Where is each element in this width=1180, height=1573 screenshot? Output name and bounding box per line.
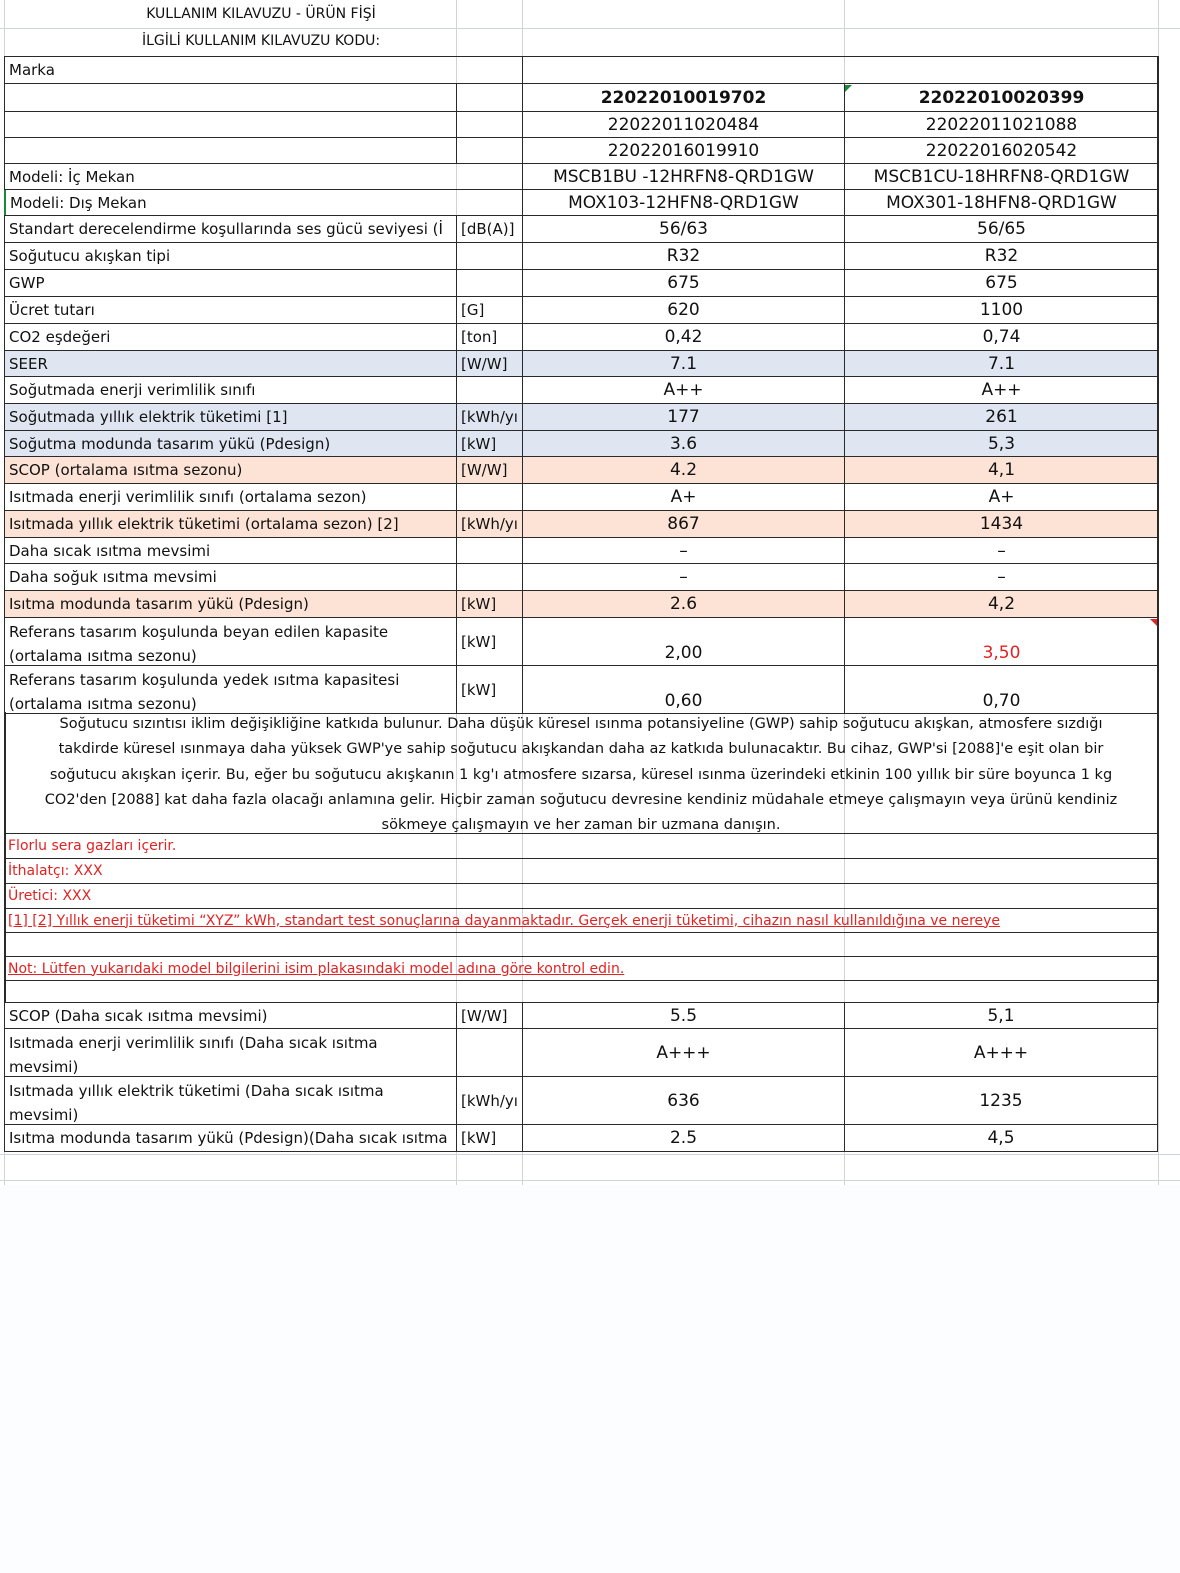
row-label: Daha soğuk ısıtma mevsimi bbox=[4, 564, 456, 590]
manual-code-label: İLGİLİ KULLANIM KILAVUZU KODU: bbox=[141, 33, 381, 49]
row-label-line: Referans tasarım koşulunda yedek ısıtma kapasitesi bbox=[9, 671, 400, 689]
value-2[interactable]: – bbox=[844, 538, 1158, 563]
value-2[interactable]: A++ bbox=[844, 377, 1158, 403]
spec-row bbox=[4, 666, 1158, 714]
value-2[interactable]: 0,70 bbox=[844, 666, 1158, 713]
row-label-line: (ortalama ısıtma sezonu) bbox=[9, 647, 197, 665]
row-label: Daha sıcak ısıtma mevsimi bbox=[4, 538, 456, 563]
row-unit bbox=[456, 484, 522, 510]
row-label bbox=[4, 1077, 456, 1124]
row-unit: [W/W] bbox=[456, 1003, 522, 1028]
row-unit: [dB(A)] bbox=[456, 216, 522, 242]
value-1[interactable]: 5.5 bbox=[522, 1003, 844, 1028]
row-label: GWP bbox=[4, 270, 456, 296]
value-2[interactable]: R32 bbox=[844, 243, 1158, 269]
value-2[interactable]: 5,3 bbox=[844, 431, 1158, 456]
spec-row bbox=[4, 564, 1158, 591]
row-label: Soğutucu akışkan tipi bbox=[4, 243, 456, 269]
paragraph-line: takdirde küresel ısınmaya daha yüksek GWP'ye sahip soğutucu akışkandan daha az katkıda bulunacaktır. Bu cihaz, GWP'si [2088]'e eşit olan bir bbox=[58, 741, 1104, 758]
row-unit: [W/W] bbox=[456, 457, 522, 483]
row-label: Ücret tutarı bbox=[4, 297, 456, 323]
code-1[interactable]: 22022016019910 bbox=[522, 138, 844, 163]
spec-row bbox=[4, 431, 1158, 457]
model-check-note bbox=[4, 957, 1158, 981]
empty-row bbox=[4, 981, 1158, 1003]
value-1[interactable]: 620 bbox=[522, 297, 844, 323]
value-2[interactable]: 0,74 bbox=[844, 324, 1158, 350]
row-unit: [W/W] bbox=[456, 351, 522, 376]
row-unit bbox=[456, 138, 522, 163]
code-row bbox=[4, 138, 1158, 164]
value-1[interactable]: MOX103-12HFN8-QRD1GW bbox=[522, 190, 844, 215]
brand-value[interactable] bbox=[522, 57, 1158, 83]
code-2[interactable]: 22022010020399 bbox=[844, 84, 1158, 111]
value-2[interactable]: 1434 bbox=[844, 511, 1158, 537]
value-2[interactable]: MOX301-18HFN8-QRD1GW bbox=[844, 190, 1158, 215]
code-row bbox=[4, 112, 1158, 138]
code-1[interactable]: 22022010019702 bbox=[522, 84, 844, 111]
value-1[interactable]: 0,60 bbox=[522, 666, 844, 713]
row-unit: [kW] bbox=[456, 431, 522, 456]
cell-indicator-icon bbox=[845, 85, 852, 92]
spec-row bbox=[4, 297, 1158, 324]
value-2[interactable]: 56/65 bbox=[844, 216, 1158, 242]
spec-row bbox=[4, 618, 1158, 666]
row-unit bbox=[456, 538, 522, 563]
row-label: Isıtma modunda tasarım yükü (Pdesign)(Daha sıcak ısıtma bbox=[4, 1125, 456, 1151]
row-unit bbox=[456, 270, 522, 296]
code-1[interactable]: 22022011020484 bbox=[522, 112, 844, 137]
row-unit: [kW] bbox=[456, 618, 522, 665]
spec-row bbox=[4, 216, 1158, 243]
sheet-title: KULLANIM KILAVUZU - ÜRÜN FİŞİ bbox=[146, 6, 376, 22]
row-label bbox=[4, 112, 456, 137]
row-unit: [kWh/yı bbox=[456, 511, 522, 537]
value-2[interactable]: A+++ bbox=[844, 1029, 1158, 1076]
code-2[interactable]: 22022016020542 bbox=[844, 138, 1158, 163]
spec-row bbox=[4, 164, 1158, 190]
value-2[interactable]: 4,5 bbox=[844, 1125, 1158, 1151]
row-label-line: mevsimi) bbox=[9, 1058, 79, 1076]
code-row bbox=[4, 84, 1158, 112]
row-unit bbox=[456, 243, 522, 269]
value-1[interactable]: 675 bbox=[522, 270, 844, 296]
spec-row bbox=[4, 351, 1158, 377]
row-label: SEER bbox=[4, 351, 456, 376]
value-1[interactable]: 867 bbox=[522, 511, 844, 537]
value-2[interactable]: 7.1 bbox=[844, 351, 1158, 376]
value-1[interactable]: 2.6 bbox=[522, 591, 844, 617]
row-unit: [kW] bbox=[456, 591, 522, 617]
row-unit: [kWh/yı bbox=[456, 1077, 522, 1124]
value-1[interactable]: A++ bbox=[522, 377, 844, 403]
row-unit bbox=[456, 564, 522, 590]
row-unit bbox=[456, 112, 522, 137]
row-label: Isıtmada yıllık elektrik tüketimi (ortalama sezon) [2] bbox=[4, 511, 456, 537]
value-1[interactable]: 7.1 bbox=[522, 351, 844, 376]
value-2[interactable]: A+ bbox=[844, 484, 1158, 510]
gridline bbox=[0, 1180, 1180, 1181]
value-1[interactable]: MSCB1BU -12HRFN8-QRD1GW bbox=[522, 164, 844, 189]
spec-row bbox=[4, 1029, 1158, 1077]
row-label-line: mevsimi) bbox=[9, 1106, 79, 1124]
spec-row bbox=[4, 270, 1158, 297]
spec-row bbox=[4, 511, 1158, 538]
footnote bbox=[4, 909, 1158, 933]
note-text: [1] [2] Yıllık enerji tüketimi “XYZ” kWh, standart test sonuçlarına dayanmaktadır. Gerçek enerji tüketimi, cihazın nasıl kullanıldığına ve nereye bbox=[8, 912, 1001, 929]
empty-row bbox=[4, 933, 1158, 957]
row-label bbox=[4, 84, 456, 111]
spec-row bbox=[4, 404, 1158, 431]
spec-row bbox=[4, 243, 1158, 270]
value-1[interactable]: 177 bbox=[522, 404, 844, 430]
row-unit: [kW] bbox=[456, 1125, 522, 1151]
row-unit: [G] bbox=[456, 297, 522, 323]
value-2[interactable]: 5,1 bbox=[844, 1003, 1158, 1028]
row-label bbox=[4, 1029, 456, 1076]
spec-row bbox=[4, 1125, 1158, 1152]
gridline bbox=[0, 1154, 1180, 1155]
row-label-line: Referans tasarım koşulunda beyan edilen kapasite bbox=[9, 623, 389, 641]
value-2[interactable]: 675 bbox=[844, 270, 1158, 296]
brand-label: Marka bbox=[4, 57, 522, 83]
value-2[interactable]: 1235 bbox=[844, 1077, 1158, 1124]
brand-row bbox=[4, 56, 1158, 84]
table-border bbox=[1157, 56, 1159, 714]
row-label: Soğutma modunda tasarım yükü (Pdesign) bbox=[4, 431, 456, 456]
spec-row bbox=[4, 484, 1158, 511]
spec-row bbox=[4, 324, 1158, 351]
paragraph-line: sökmeye çalışmayın ve her zaman bir uzmana danışın. bbox=[381, 817, 781, 834]
row-label: SCOP (ortalama ısıtma sezonu) bbox=[4, 457, 456, 483]
value-2[interactable]: 4,1 bbox=[844, 457, 1158, 483]
importer-note bbox=[4, 859, 1158, 884]
spec-row bbox=[4, 1002, 1158, 1029]
note-text: Florlu sera gazları içerir. bbox=[8, 838, 177, 854]
row-label: Isıtmada enerji verimlilik sınıfı (ortalama sezon) bbox=[4, 484, 456, 510]
value-2[interactable]: 3,50 bbox=[844, 618, 1158, 665]
spec-row bbox=[4, 538, 1158, 564]
row-unit: [kWh/yı bbox=[456, 404, 522, 430]
row-unit: [kW] bbox=[456, 666, 522, 713]
value-2[interactable]: 261 bbox=[844, 404, 1158, 430]
value-1[interactable]: 2,00 bbox=[522, 618, 844, 665]
paragraph-line: soğutucu akışkan içerir. Bu, eğer bu soğutucu akışkanın 1 kg'ı atmosfere sızarsa, küresel ısınma üzerindeki etkinin 100 yıllık bir süre boyunca 1 kg bbox=[49, 766, 1113, 783]
row-label: Soğutmada yıllık elektrik tüketimi [1] bbox=[4, 404, 456, 430]
row-unit: [ton] bbox=[456, 324, 522, 350]
note-text: İthalatçı: XXX bbox=[8, 863, 103, 879]
note-text: Not: Lütfen yukarıdaki model bilgilerini isim plakasındaki model adına göre kontrol edin. bbox=[8, 960, 625, 977]
code-2[interactable]: 22022011021088 bbox=[844, 112, 1158, 137]
row-label: CO2 eşdeğeri bbox=[4, 324, 456, 350]
value-1[interactable]: 4.2 bbox=[522, 457, 844, 483]
value-1[interactable]: 56/63 bbox=[522, 216, 844, 242]
table-border bbox=[1157, 712, 1159, 1003]
refrigerant-warning-paragraph bbox=[4, 712, 1158, 834]
gridline bbox=[0, 28, 1180, 29]
row-label: Modeli: İç Mekan bbox=[4, 164, 522, 189]
spec-row bbox=[4, 457, 1158, 484]
value-1[interactable]: – bbox=[522, 564, 844, 590]
value-1[interactable]: 3.6 bbox=[522, 431, 844, 456]
row-label: Soğutmada enerji verimlilik sınıfı bbox=[4, 377, 456, 403]
row-label: Standart derecelendirme koşullarında ses gücü seviyesi (İ bbox=[4, 216, 456, 242]
manufacturer-note bbox=[4, 884, 1158, 909]
value-1[interactable]: A+++ bbox=[522, 1029, 844, 1076]
value-1[interactable]: – bbox=[522, 538, 844, 563]
value-1[interactable]: A+ bbox=[522, 484, 844, 510]
value-1[interactable]: R32 bbox=[522, 243, 844, 269]
table-border bbox=[4, 712, 6, 1003]
spec-row bbox=[4, 190, 1158, 216]
row-unit bbox=[456, 1029, 522, 1076]
paragraph-line: Soğutucu sızıntısı iklim değişikliğine katkıda bulunur. Daha düşük küresel ısınma potansiyeline (GWP) sahip soğutucu akışkan, atmosfere sızdığı bbox=[59, 716, 1103, 732]
row-label: Isıtma modunda tasarım yükü (Pdesign) bbox=[4, 591, 456, 617]
spec-row bbox=[4, 377, 1158, 404]
spec-row bbox=[4, 1077, 1158, 1125]
row-label bbox=[4, 666, 456, 713]
paragraph-line: CO2'den [2088] kat daha fazla olacağı anlamına gelir. Hiçbir zaman soğutucu devresine kendiniz müdahale etmeye çalışmayın veya ürünü kendiniz bbox=[44, 791, 1118, 808]
row-label-line: Isıtmada yıllık elektrik tüketimi (Daha sıcak ısıtma bbox=[9, 1082, 384, 1100]
row-unit bbox=[456, 84, 522, 111]
row-unit bbox=[456, 377, 522, 403]
value-2[interactable]: – bbox=[844, 564, 1158, 590]
value-1[interactable]: 2.5 bbox=[522, 1125, 844, 1151]
spec-row bbox=[4, 591, 1158, 618]
value-2[interactable]: MSCB1CU-18HRFN8-QRD1GW bbox=[844, 164, 1158, 189]
value-1[interactable]: 0,42 bbox=[522, 324, 844, 350]
value-1[interactable]: 636 bbox=[522, 1077, 844, 1124]
row-label: Modeli: Dış Mekan bbox=[4, 190, 522, 215]
row-label bbox=[4, 618, 456, 665]
value-2[interactable]: 4,2 bbox=[844, 591, 1158, 617]
row-label bbox=[4, 138, 456, 163]
note-text: Üretici: XXX bbox=[8, 888, 92, 904]
fluorinated-gas-note bbox=[4, 834, 1158, 859]
row-label-line: (ortalama ısıtma sezonu) bbox=[9, 695, 197, 713]
row-label: SCOP (Daha sıcak ısıtma mevsimi) bbox=[4, 1003, 456, 1028]
value-2[interactable]: 1100 bbox=[844, 297, 1158, 323]
row-label-line: Isıtmada enerji verimlilik sınıfı (Daha sıcak ısıtma bbox=[9, 1034, 378, 1052]
